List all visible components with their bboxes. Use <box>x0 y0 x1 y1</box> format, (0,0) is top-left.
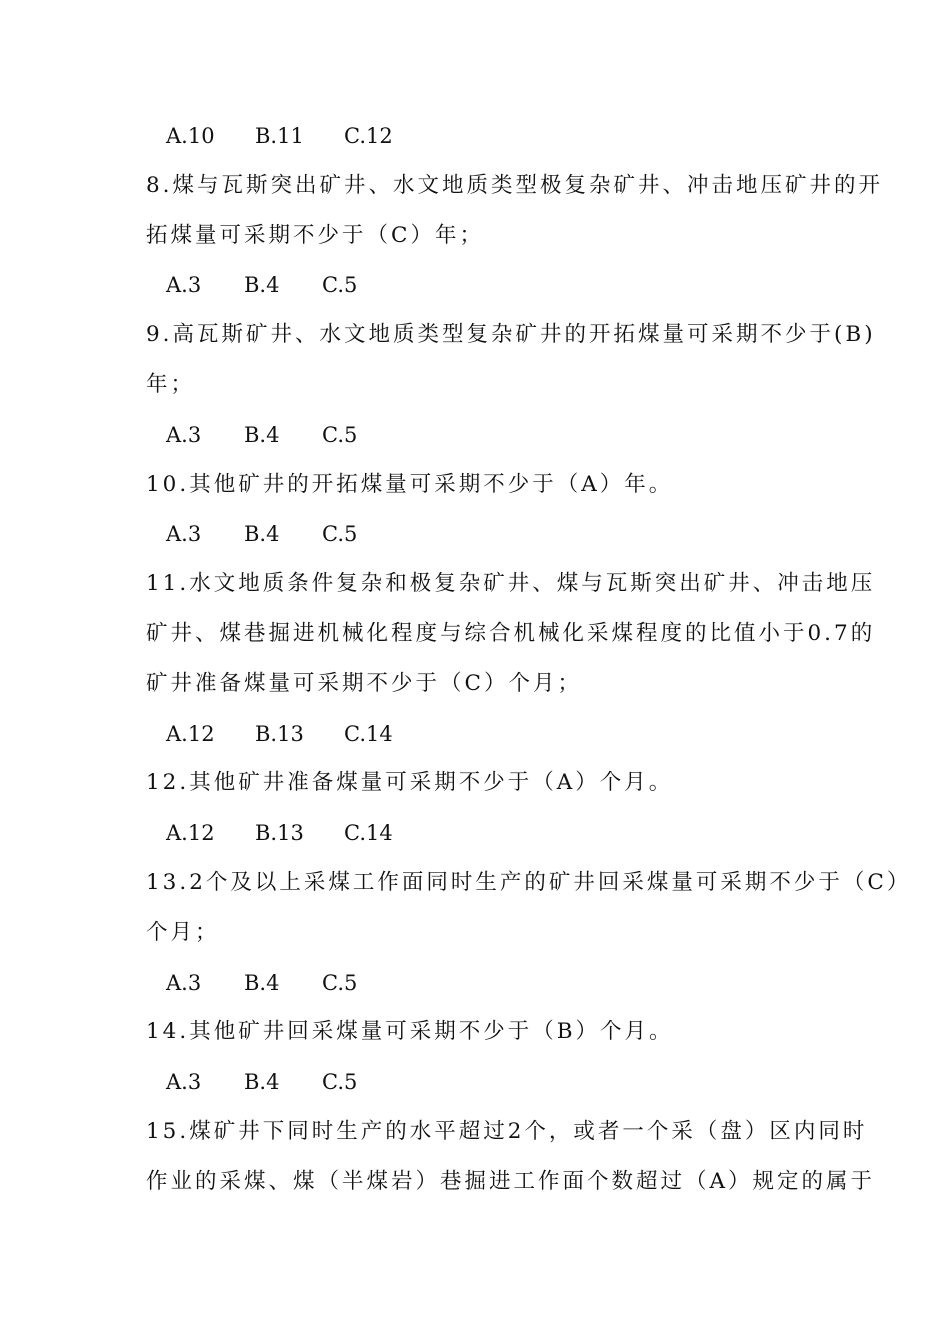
question-text: 13.2个及以上采煤工作面同时生产的矿井回采煤量可采期不少于（C） <box>146 870 912 895</box>
option-b: B.4 <box>244 423 280 447</box>
question-text: 10.其他矿井的开拓煤量可采期不少于（A）年。 <box>146 472 674 497</box>
question-text: 8.煤与瓦斯突出矿井、水文地质类型极复杂矿井、冲击地压矿井的开 <box>146 173 884 198</box>
option-c: C.5 <box>322 1070 358 1094</box>
question-text: 15.煤矿井下同时生产的水平超过2个，或者一个采（盘）区内同时 <box>146 1119 868 1144</box>
question-text-continued: 年； <box>146 372 196 397</box>
option-a: A.3 <box>166 522 202 546</box>
option-b: B.4 <box>244 522 280 546</box>
option-b: B.11 <box>255 124 304 148</box>
option-a: A.3 <box>166 971 202 995</box>
option-c: C.5 <box>322 971 358 995</box>
question-text: 9.高瓦斯矿井、水文地质类型复杂矿井的开拓煤量可采期不少于(B) <box>146 322 876 347</box>
option-c: C.12 <box>344 124 393 148</box>
option-a: A.12 <box>166 722 215 746</box>
option-c: C.5 <box>322 423 358 447</box>
option-a: A.3 <box>166 273 202 297</box>
question-text: 12.其他矿井准备煤量可采期不少于（A）个月。 <box>146 770 674 795</box>
question-text: 14.其他矿井回采煤量可采期不少于（B）个月。 <box>146 1019 674 1044</box>
option-b: B.4 <box>244 1070 280 1094</box>
option-b: B.13 <box>255 722 304 746</box>
option-a: A.3 <box>166 423 202 447</box>
option-c: C.14 <box>344 821 393 845</box>
question-text-continued: 矿井、煤巷掘进机械化程度与综合机械化采煤程度的比值小于0.7的 <box>146 621 876 646</box>
option-c: C.5 <box>322 522 358 546</box>
question-text-continued: 矿井准备煤量可采期不少于（C）个月； <box>146 671 582 696</box>
question-text-continued: 拓煤量可采期不少于（C）年； <box>146 223 484 248</box>
question-text: 11.水文地质条件复杂和极复杂矿井、煤与瓦斯突出矿井、冲击地压 <box>146 571 876 596</box>
option-b: B.13 <box>255 821 304 845</box>
option-b: B.4 <box>244 971 280 995</box>
option-b: B.4 <box>244 273 280 297</box>
question-text-continued: 作业的采煤、煤（半煤岩）巷掘进工作面个数超过（A）规定的属于 <box>146 1169 876 1194</box>
option-a: A.3 <box>166 1070 202 1094</box>
option-c: C.5 <box>322 273 358 297</box>
option-a: A.12 <box>166 821 215 845</box>
option-c: C.14 <box>344 722 393 746</box>
option-a: A.10 <box>166 124 215 148</box>
question-text-continued: 个月； <box>146 920 220 945</box>
